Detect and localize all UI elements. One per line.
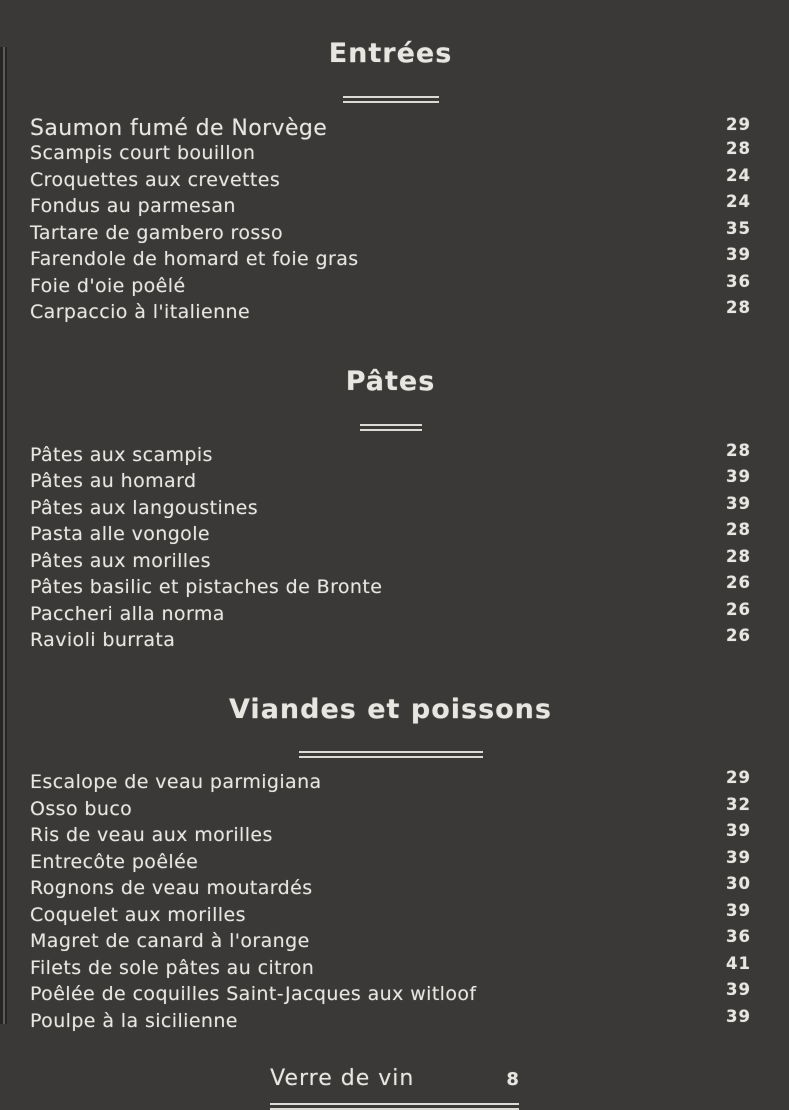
menu-item-row [30, 493, 751, 524]
menu-item-price: 39 [726, 900, 751, 920]
menu-item-name: Escalope de veau parmigiana [30, 771, 322, 794]
menu-item-name: Carpaccio à l'italienne [30, 301, 251, 324]
menu-item-name: Osso buco [30, 797, 133, 820]
menu-item-row [30, 116, 751, 143]
section-title-underline [360, 424, 422, 431]
menu-item-name: Coquelet aux morilles [30, 903, 246, 926]
menu-item-name: Pâtes au homard [30, 470, 197, 493]
menu-item-row [30, 298, 751, 328]
menu-item-row [30, 821, 751, 851]
menu-item-row [30, 192, 751, 222]
wine-footer-inner [270, 1066, 519, 1110]
menu-item-row [30, 626, 751, 656]
menu-item-name: Pâtes basilic et pistaches de Bronte [30, 576, 383, 599]
menu-item-row [30, 546, 751, 577]
menu-item-price: 26 [726, 626, 751, 646]
menu-item-row [30, 440, 751, 471]
menu-item-name: Fondus au parmesan [30, 195, 236, 218]
menu-item-price: 39 [726, 493, 751, 513]
section-title-wrap [30, 16, 751, 103]
menu-section [30, 344, 751, 656]
menu-item-price: 30 [726, 874, 751, 894]
menu-item-name: Pasta alle vongole [30, 523, 210, 546]
menu-item-row [30, 953, 751, 984]
menu-item-price: 28 [726, 546, 751, 566]
menu-section [30, 672, 751, 1037]
menu-item-name: Farendole de homard et foie gras [30, 248, 359, 271]
menu-item-row [30, 980, 751, 1010]
menu-item-price: 28 [726, 440, 751, 460]
menu-item-row [30, 271, 751, 302]
menu-item-row [30, 245, 751, 275]
menu-item-price: 24 [726, 165, 751, 185]
menu-item-row [30, 768, 751, 798]
wine-footer [0, 1066, 789, 1110]
menu-item-row [30, 927, 751, 957]
section-title: Entrées [328, 38, 453, 70]
menu-item-row [30, 1006, 751, 1037]
menu-item-price: 26 [726, 599, 751, 619]
menu-item-name: Scampis court bouillon [30, 142, 256, 165]
menu-section [30, 16, 751, 328]
menu-item-name: Filets de sole pâtes au citron [30, 956, 315, 979]
menu-item-name: Paccheri alla norma [30, 602, 225, 625]
menu-item-name: Poulpe à la sicilienne [30, 1009, 238, 1032]
menu-item-price: 39 [726, 847, 751, 867]
section-title: Pâtes [345, 366, 436, 398]
menu-item-row [30, 794, 751, 825]
section-rows [30, 116, 751, 328]
menu-item-price: 35 [726, 218, 751, 238]
menu-item-row [30, 218, 751, 249]
menu-item-price: 39 [726, 1006, 751, 1026]
menu-item-name: Tartare de gambero rosso [30, 221, 283, 244]
menu-item-price: 36 [726, 271, 751, 291]
menu-item-row [30, 467, 751, 497]
menu-item-name: Pâtes aux langoustines [30, 496, 259, 519]
menu-item-price: 24 [726, 192, 751, 212]
section-rows [30, 440, 751, 656]
menu-item-name: Entrecôte poêlée [30, 850, 199, 873]
section-title-wrap [30, 344, 751, 431]
menu-item-row [30, 573, 751, 603]
menu-item-name: Magret de canard à l'orange [30, 930, 310, 953]
wine-footer-line [270, 1066, 519, 1091]
menu-item-price: 39 [726, 245, 751, 265]
menu-item-name: Poêlée de coquilles Saint-Jacques aux witloof [30, 983, 477, 1006]
menu-item-price: 39 [726, 821, 751, 841]
menu-item-price: 39 [726, 980, 751, 1000]
wine-price: 8 [506, 1069, 519, 1091]
section-title: Viandes et poissons [229, 694, 552, 726]
wine-footer-underline [270, 1103, 519, 1110]
menu-item-name: Saumon fumé de Norvège [30, 115, 328, 141]
menu-item-price: 32 [726, 794, 751, 814]
menu-item-name: Rognons de veau moutardés [30, 877, 313, 900]
section-title-underline [299, 751, 483, 758]
menu-item-price: 36 [726, 927, 751, 947]
menu-item-row [30, 165, 751, 196]
wine-label: Verre de vin [270, 1066, 415, 1092]
menu-item-row [30, 847, 751, 878]
menu-item-row [30, 900, 751, 931]
section-title-wrap [30, 672, 751, 759]
menu-item-name: Croquettes aux crevettes [30, 168, 281, 191]
menu-item-row [30, 520, 751, 550]
menu-item-name: Ravioli burrata [30, 629, 176, 652]
section-title-underline [343, 96, 439, 103]
menu-item-price: 29 [726, 114, 751, 134]
menu-item-row [30, 599, 751, 630]
menu-item-price: 28 [726, 139, 751, 159]
menu-item-price: 28 [726, 298, 751, 318]
menu-item-name: Pâtes aux scampis [30, 443, 213, 466]
menu-item-price: 29 [726, 768, 751, 788]
menu-item-row [30, 139, 751, 169]
section-rows [30, 768, 751, 1036]
menu-item-name: Ris de veau aux morilles [30, 824, 273, 847]
menu-item-row [30, 874, 751, 904]
menu-item-price: 28 [726, 520, 751, 540]
menu-item-name: Foie d'oie poêlé [30, 274, 186, 297]
menu-item-price: 41 [726, 953, 751, 973]
menu-item-price: 26 [726, 573, 751, 593]
menu-item-name: Pâtes aux morilles [30, 549, 211, 572]
menu-item-price: 39 [726, 467, 751, 487]
